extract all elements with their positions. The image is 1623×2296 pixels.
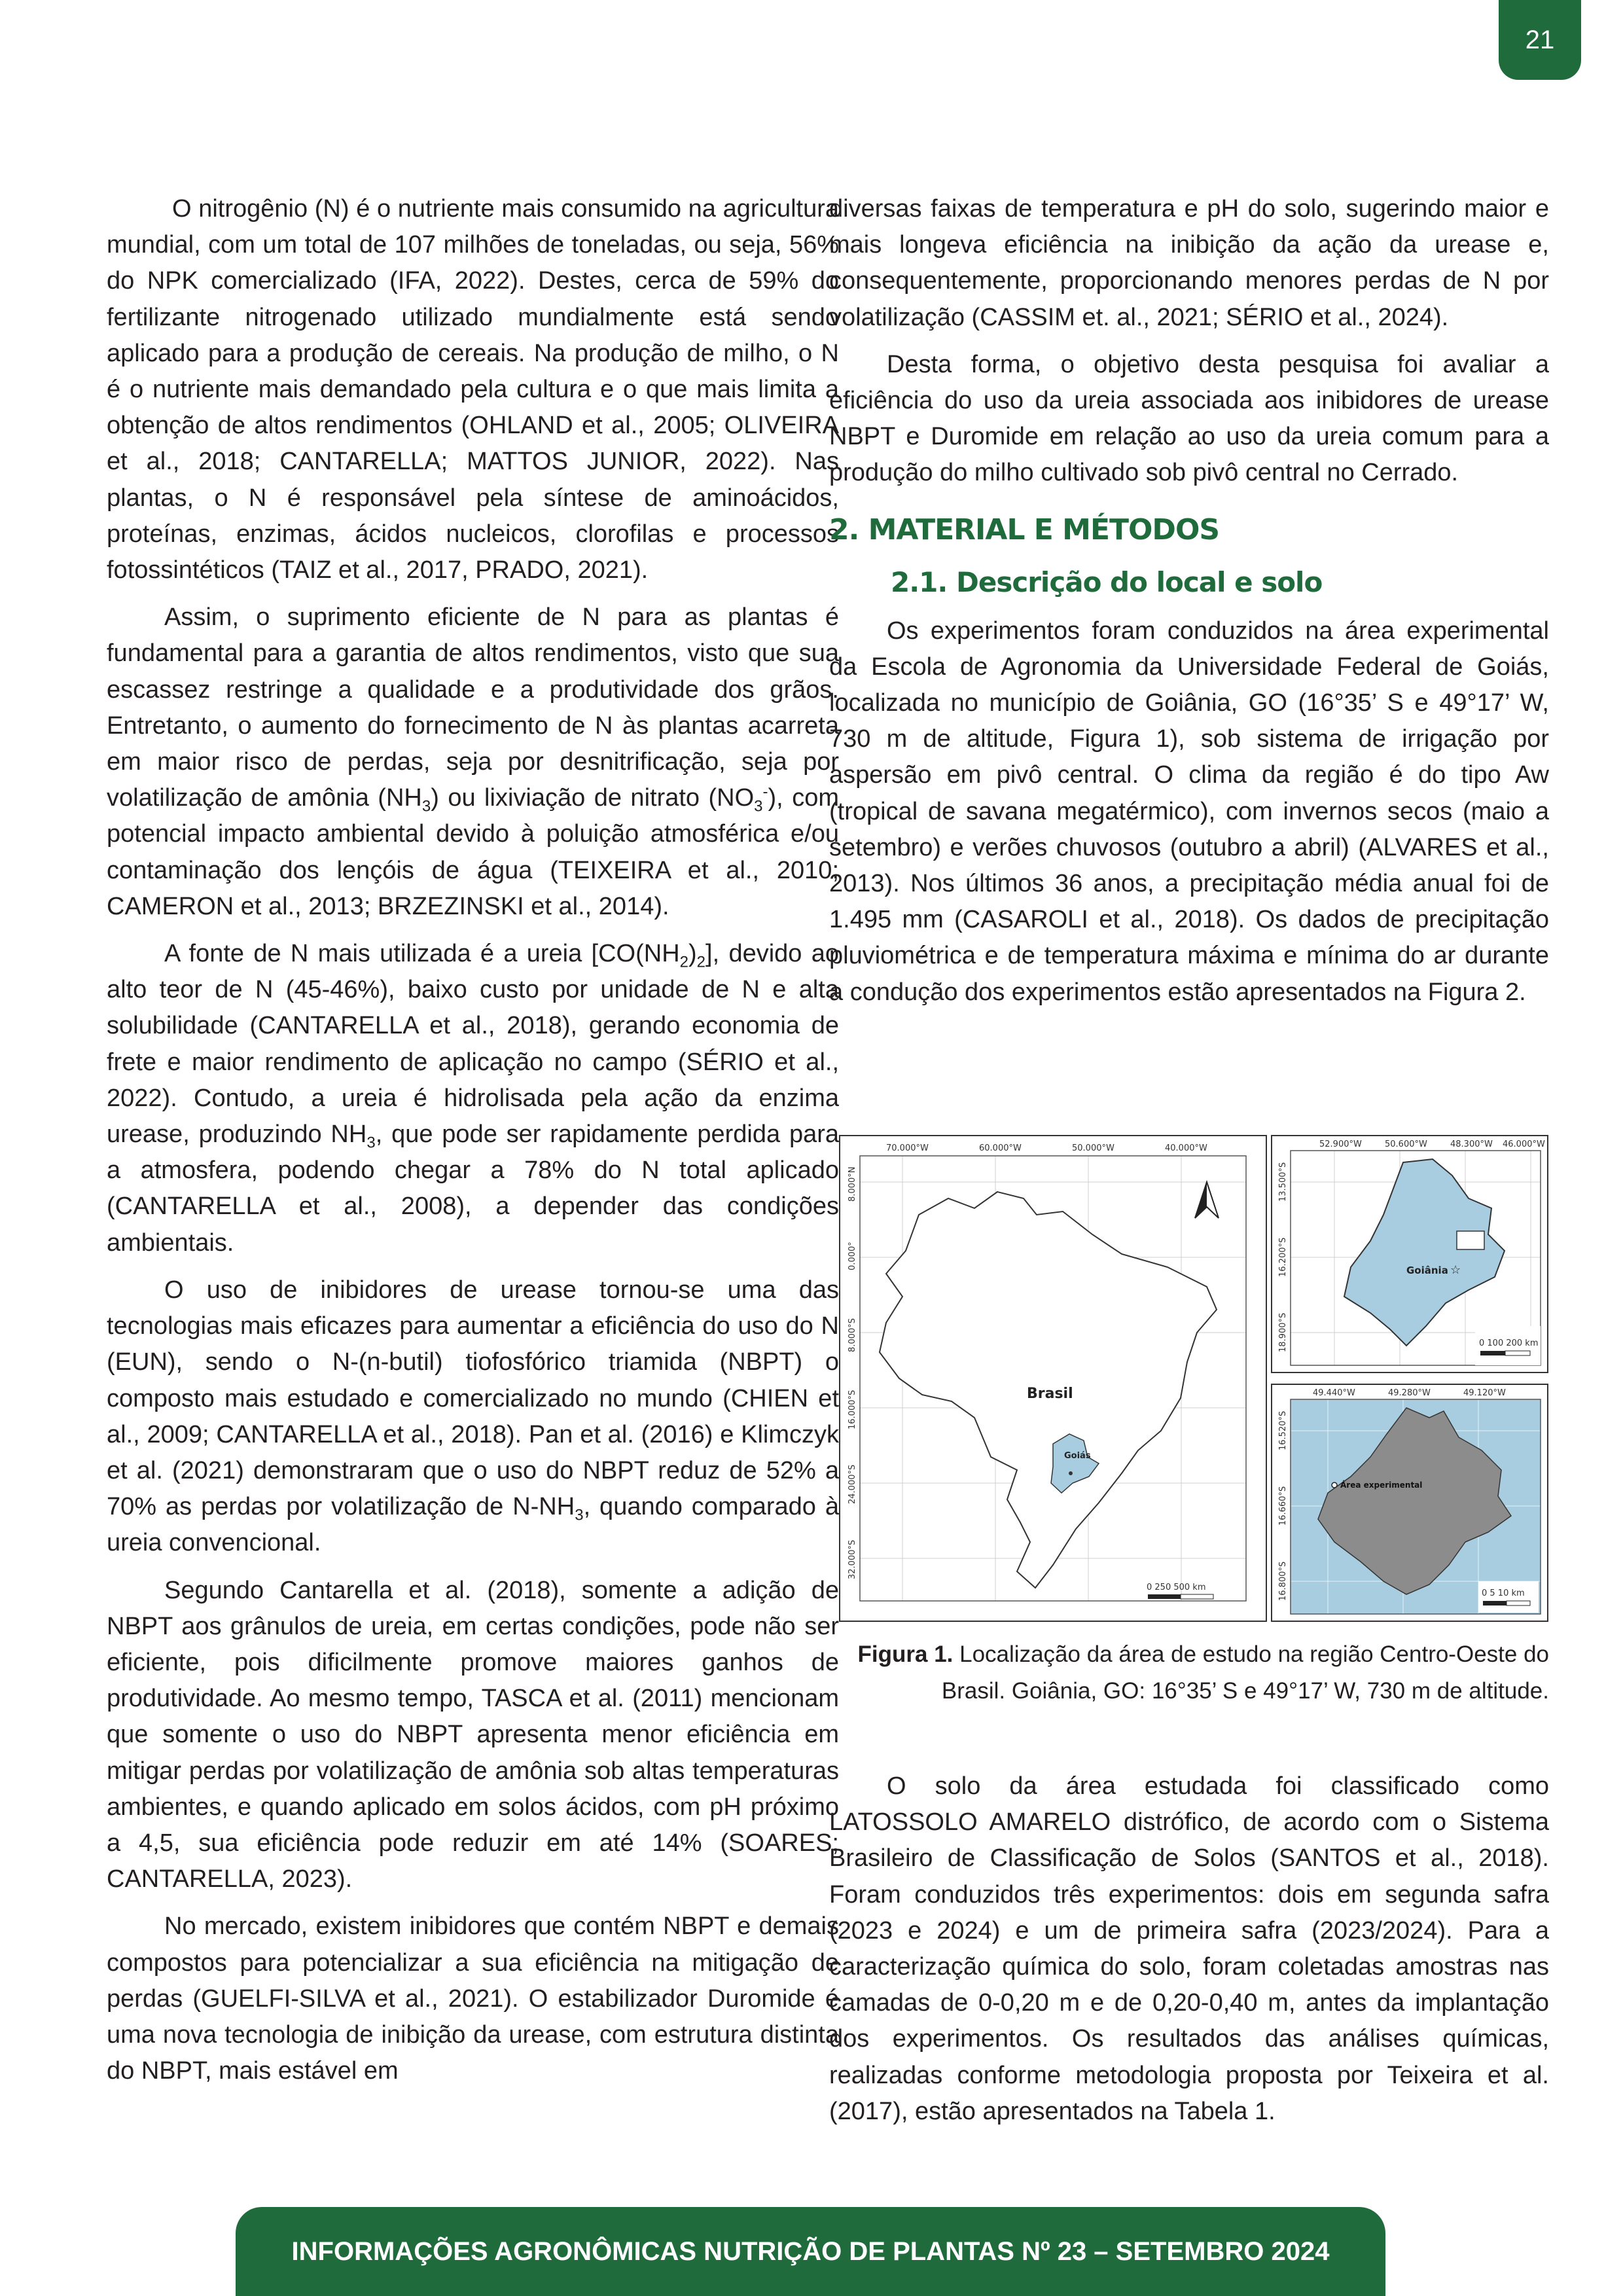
left-column (107, 191, 839, 2100)
svg-text:0 250 500 km: 0 250 500 km (1147, 1583, 1206, 1592)
tick-label: 48.300°W (1450, 1139, 1493, 1149)
tick-label: 60.000°W (979, 1143, 1022, 1153)
tick-label: 16.200°S (1278, 1237, 1288, 1277)
star-icon: ☆ (1450, 1263, 1461, 1276)
tick-label: 8.000°N (847, 1166, 857, 1202)
paragraph: diversas faixas de temperatura e pH do solo, sugerindo maior e mais longeva eficiência na inibição da ação da urease e, consequentemente, proporcionando menores perdas de N por volatilização (CASSIM et. al., 2021; SÉRIO et al., 2024). (829, 195, 1549, 331)
section-heading: 2. MATERIAL E MÉTODOS (829, 512, 1220, 547)
tick-label: 70.000°W (886, 1143, 929, 1153)
paragraph: O solo da área estudada foi classificado como LATOSSOLO AMARELO distrófico, de acordo com o Sistema Brasileiro de Classificação de Solos (SANTOS et al., 2018). Foram conduzidos três experimentos: dois em segunda safra (2023 e 2024) e um de primeira safra (2023/2024). Para a caracterização química do solo, foram coletadas amostras nas camadas de 0-0,20 m e de 0,20-0,40 m, antes da implantação dos experimentos. Os resultados das análises químicas, realizadas conforme metodologia proposta por Teixeira et al. (2017), estão apresentados na Tabela 1. (829, 1772, 1549, 2125)
page-number: 21 (1499, 0, 1581, 80)
tick-label: 40.000°W (1165, 1143, 1207, 1153)
map-label-brasil: Brasil (1027, 1386, 1073, 1402)
tick-label: 49.120°W (1463, 1388, 1506, 1398)
tick-label: 0.000° (847, 1242, 857, 1270)
tick-label: 50.600°W (1385, 1139, 1427, 1149)
tick-label: 32.000°S (847, 1539, 857, 1579)
paragraph: A fonte de N mais utilizada é a ureia $[CO(NH_2)_2]$, devido ao alto teor de N (45-46%), baixo custo por unidade de N e alta solubilidade (CANTARELLA et al., 2018), gerando economia de frete e maior rendimento de aplicação no campo (SÉRIO et al., 2022). Contudo, a ureia é hidrolisada pela ação da enzima urease, produzindo $NH_3$, que pode ser rapidamente perdida para a atmosfera, podendo chegar a 78% do N total aplicado (CANTARELLA et al., 2008), a depender das condições ambientais. (107, 940, 839, 1257)
paragraph: Desta forma, o objetivo desta pesquisa foi avaliar a eficiência do uso da ureia associada aos inibidores de urease NBPT e Duromide em relação ao uso da ureia comum para a produção do milho cultivado sob pivô central no Cerrado. (829, 350, 1549, 487)
tick-label: 49.280°W (1388, 1388, 1431, 1398)
tick-label: 49.440°W (1313, 1388, 1355, 1398)
site-map (1271, 1384, 1548, 1622)
paragraph: Segundo Cantarella et al. (2018), somente a adição de NBPT aos grânulos de ureia, em certas condições, pode não ser eficiente, pois dificilmente promove maiores ganhos de produtividade. Ao mesmo tempo, TASCA et al. (2011) mencionam que somente o uso do NBPT apresenta menor eficiência em mitigar perdas por volatilização de amônia sob altas temperaturas ambientes, e quando aplicado em solos ácidos, com pH próximo a 4,5, sua eficiência pode reduzir em até 14% (SOARES; CANTARELLA, 2023). (107, 1576, 839, 1893)
scale-bar (1478, 1581, 1539, 1613)
scale-bar (1475, 1326, 1541, 1365)
svg-text:0 100 200 km: 0 100 200 km (1479, 1338, 1539, 1348)
right-column-lower (829, 1768, 1549, 2141)
figure-location-maps (826, 1109, 1546, 1619)
experimental-area-point (1332, 1482, 1337, 1488)
figure-caption (829, 1636, 1549, 1710)
tick-label: 13.500°S (1278, 1162, 1288, 1202)
figure-caption-text: Localização da área de estudo na região Centro-Oeste do Brasil. Goiânia, GO: 16°35’ S e 49°17’ W, 730 m de altitude. (941, 1641, 1549, 1704)
paragraph: O uso de inibidores de urease tornou-se uma das tecnologias mais eficazes para aumentar a eficiência do uso do N (EUN), sendo o N-(n-butil) tiofosfórico triamida (NBPT) o composto mais estudado e comercializado no mundo (CHIEN et al., 2009; CANTARELLA et al., 2018). Pan et al. (2016) e Klimczyk et al. (2021) demonstraram que o uso do NBPT reduz de 52% a 70% as perdas por volatilização de $N-NH_3$, quando comparado à ureia convencional. (107, 1276, 839, 1557)
tick-label: 46.000°W (1503, 1139, 1545, 1149)
map-label-goias: Goiás (1064, 1451, 1091, 1461)
brazil-map (839, 1135, 1267, 1622)
tick-label: 8.000°S (847, 1318, 857, 1352)
federal-district-shape (1457, 1231, 1484, 1249)
paragraph: Assim, o suprimento eficiente de N para as plantas é fundamental para a garantia de altos rendimentos, visto que sua escassez restringe a qualidade e a produtividade dos grãos. Entretanto, o aumento do fornecimento de N às plantas acarreta em maior risco de perdas, seja por desnitrificação, seja por volatilização de amônia $(NH_3)$ ou lixiviação de nitrato $(NO_3^-)$, com potencial impacto ambiental devido à poluição atmosférica e/ou contaminação dos lençóis de água (TEIXEIRA et al., 2010; CAMERON et al., 2013; BRZEZINSKI et al., 2014). (107, 603, 839, 920)
paragraph: No mercado, existem inibidores que contém NBPT e demais compostos para potencializar a sua eficiência na mitigação de perdas (GUELFI-SILVA et al., 2021). O estabilizador Duromide é uma nova tecnologia de inibição da urease, com estrutura distinta do NBPT, mais estável em (107, 1912, 839, 2085)
tick-label: 16.660°S (1278, 1486, 1288, 1526)
map-label-goiania: Goiânia (1406, 1265, 1448, 1276)
tick-label: 24.000°S (847, 1464, 857, 1504)
map-label-area-experimental: Área experimental (1340, 1480, 1423, 1490)
subsection-heading: 2.1. Descrição do local e solo (891, 565, 1323, 598)
tick-label: 18.900°S (1278, 1312, 1288, 1352)
tick-label: 16.800°S (1278, 1561, 1288, 1601)
scale-bar (1147, 1583, 1213, 1599)
tick-label: 52.900°W (1319, 1139, 1362, 1149)
figure-caption-label: Figura 1. (857, 1641, 954, 1667)
right-column (829, 191, 1549, 1022)
tick-label: 16.520°S (1278, 1410, 1288, 1450)
tick-label: 50.000°W (1072, 1143, 1115, 1153)
svg-text:0 5 10 km: 0 5 10 km (1482, 1588, 1525, 1598)
goias-map (1271, 1135, 1548, 1373)
goiania-point (1069, 1471, 1073, 1475)
paragraph: O nitrogênio (N) é o nutriente mais consumido na agricultura mundial, com um total de 107 milhões de toneladas, ou seja, 56% do NPK comercializado (IFA, 2022). Destes, cerca de 59% do fertilizante nitrogenado utilizado mundialmente está sendo aplicado para a produção de cereais. Na produção de milho, o N é o nutriente mais demandado pela cultura e o que mais limita a obtenção de altos rendimentos (OHLAND et al., 2005; OLIVEIRA et al., 2018; CANTARELLA; MATTOS JUNIOR, 2022). Nas plantas, o N é responsável pela síntese de aminoácidos, proteínas, enzimas, ácidos nucleicos, clorofilas e processos fotossintéticos (TAIZ et al., 2017, PRADO, 2021). (107, 195, 839, 584)
paragraph: Os experimentos foram conduzidos na área experimental da Escola de Agronomia da Universidade Federal de Goiás, localizada no município de Goiânia, GO (16°35’ S e 49°17’ W, 730 m de altitude, Figura 1), sob sistema de irrigação por aspersão em pivô central. O clima da região é do tipo Aw (tropical de savana megatérmico), com invernos secos (maio a setembro) e verões chuvosos (outubro a abril) (ALVARES et al., 2013). Nos últimos 36 anos, a precipitação média anual foi de 1.495 mm (CASAROLI et al., 2018). Os dados de precipitação pluviométrica e de temperatura máxima e mínima do ar durante a condução dos experimentos estão apresentados na Figura 2. (829, 617, 1549, 1006)
footer-banner: INFORMAÇÕES AGRONÔMICAS NUTRIÇÃO DE PLANTAS Nº 23 – SETEMBRO 2024 (236, 2207, 1385, 2296)
tick-label: 16.000°S (847, 1390, 857, 1429)
